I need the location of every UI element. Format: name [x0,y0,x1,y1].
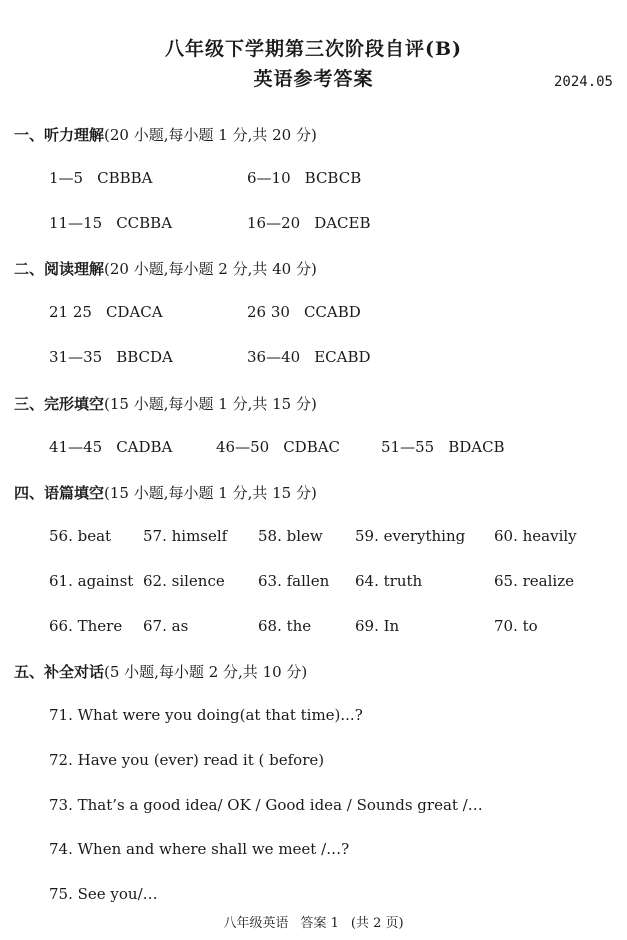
section-note: (20 小题,每小题 1 分,共 20 分) [104,126,317,144]
word-answer: 66. There [49,617,123,635]
answer-group [49,438,172,456]
answer-group [49,169,152,187]
answer-group [49,348,173,366]
word-answer: 63. fallen [258,572,330,590]
dialogue-answer: 74. When and where shall we meet /…? [49,840,350,858]
word-answer: 58. blew [258,527,323,545]
answer-group [247,303,361,321]
answer-row [0,438,627,460]
answer-group [216,438,340,456]
answer-letters: CCBBA [116,214,173,232]
page-subtitle: 英语参考答案 [253,68,374,90]
question-range: 26 30 [247,303,290,321]
word-answer: 57. himself [143,527,228,545]
word-answer: 60. heavily [494,527,577,545]
footer-course: 八年级英语 [223,916,289,931]
word-answer: 67. as [143,617,189,635]
answer-letters: CADBA [116,438,173,456]
answer-letters: CCABD [303,303,361,321]
dialogue-answer: 72. Have you (ever) read it ( before) [49,751,325,769]
section-heading-listening [14,124,317,145]
question-range: 11—15 [49,214,103,232]
word-row [0,617,627,639]
section-name: 四、语篇填空 [14,484,105,502]
question-range: 21 25 [49,303,92,321]
answer-letters: CDACA [105,303,163,321]
word-answer: 69. In [355,617,400,635]
section-note: (20 小题,每小题 2 分,共 40 分) [104,260,317,278]
question-range: 41—45 [49,438,103,456]
word-answer: 62. silence [143,572,225,590]
answer-letters: DACEB [314,214,371,232]
word-answer: 68. the [258,617,312,635]
answer-letters: BDACB [448,438,505,456]
word-answer: 65. realize [494,572,574,590]
answer-row [0,214,627,236]
section-name: 三、完形填空 [14,395,105,413]
word-row [0,527,627,549]
answer-row [0,169,627,191]
answer-letters: ECABD [314,348,371,366]
dialogue-answer: 71. What were you doing(at that time)...? [49,706,363,724]
section-note: (5 小题,每小题 2 分,共 10 分) [104,663,308,681]
word-answer: 56. beat [49,527,112,545]
section-heading-dialogue [14,661,307,682]
answer-row [0,303,627,325]
question-range: 16—20 [247,214,301,232]
section-heading-reading [14,258,317,279]
page-footer [0,912,627,931]
section-note: (15 小题,每小题 1 分,共 15 分) [104,484,317,502]
answer-group [381,438,505,456]
answer-letters: BBCDA [116,348,173,366]
question-range: 36—40 [247,348,301,366]
question-range: 6—10 [247,169,291,187]
page-title: 八年级下学期第三次阶段自评(B) [164,38,463,60]
question-range: 51—55 [381,438,435,456]
footer-total: (共 2 页) [350,916,404,931]
section-heading-passage-fill [14,482,317,503]
answer-group [49,303,163,321]
date-label: 2024.05 [553,74,613,90]
dialogue-answer: 73. That’s a good idea/ OK / Good idea / Sounds great /… [49,796,483,814]
answer-group [49,214,172,232]
question-range: 46—50 [216,438,270,456]
question-range: 31—35 [49,348,103,366]
word-answer: 64. truth [355,572,423,590]
answer-group [247,214,371,232]
answer-group [247,348,371,366]
word-row [0,572,627,594]
footer-page: 答案 1 [300,916,339,931]
section-note: (15 小题,每小题 1 分,共 15 分) [104,395,317,413]
section-name: 五、补全对话 [14,663,105,681]
question-range: 1—5 [49,169,84,187]
dialogue-answer: 75. See you/… [49,885,158,903]
section-name: 二、阅读理解 [14,260,105,278]
answer-row [0,348,627,370]
word-answer: 61. against [49,572,134,590]
word-answer: 59. everything [355,527,466,545]
section-name: 一、听力理解 [14,126,105,144]
answer-letters: CDBAC [283,438,341,456]
answer-letters: CBBBA [97,169,153,187]
answer-letters: BCBCB [304,169,362,187]
answer-group [247,169,361,187]
word-answer: 70. to [494,617,538,635]
section-heading-cloze [14,393,317,414]
